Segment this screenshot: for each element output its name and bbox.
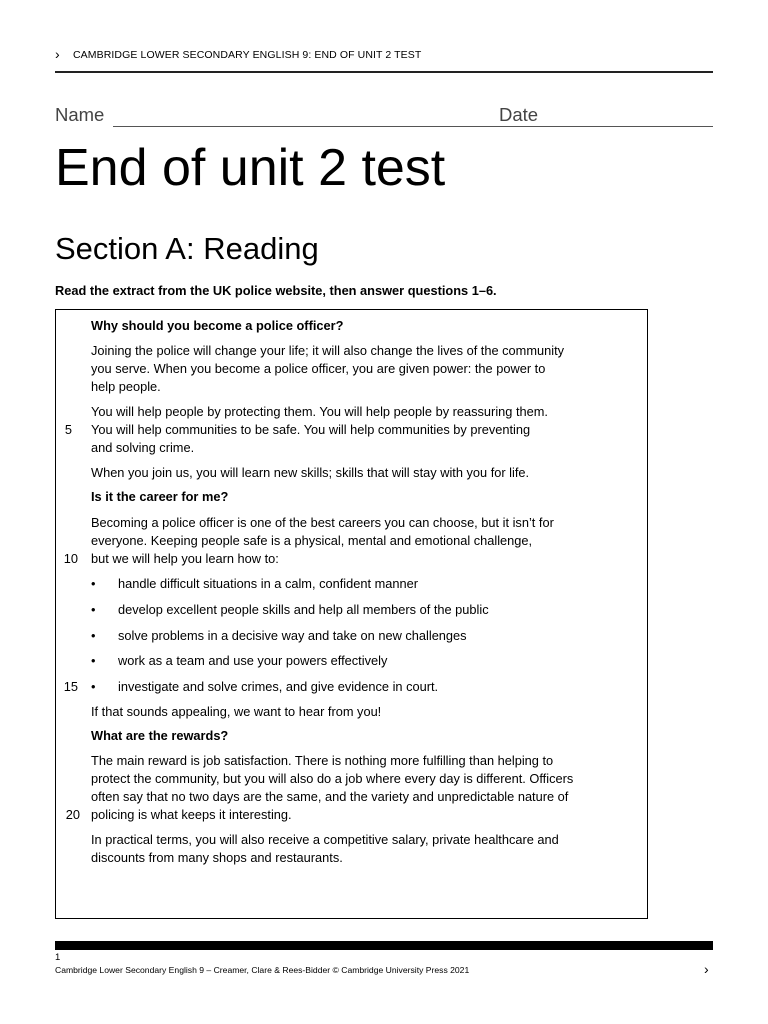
- bullet-icon: •: [91, 576, 96, 591]
- header-divider: [55, 71, 713, 73]
- name-field-line[interactable]: [113, 126, 549, 127]
- extract-line: help people.: [91, 379, 161, 394]
- extract-line: everyone. Keeping people safe is a physical, mental and emotional challenge,: [91, 533, 533, 548]
- extract-heading: Is it the career for me?: [91, 489, 229, 504]
- list-item-text: solve problems in a decisive way and take on new challenges: [118, 628, 467, 643]
- extract-line: Joining the police will change your life; it will also change the lives of the community: [91, 343, 565, 358]
- page-number: 1: [55, 952, 61, 963]
- extract-paragraph: When you join us, you will learn new skills; skills that will stay with you for life.: [91, 465, 530, 480]
- header-title: CAMBRIDGE LOWER SECONDARY ENGLISH 9: END OF UNIT 2 TEST: [73, 49, 422, 61]
- footer-credit: Cambridge Lower Secondary English 9 – Creamer, Clare & Rees-Bidder © Cambridge University Press 2021: [55, 965, 470, 975]
- page-title: End of unit 2 test: [55, 139, 446, 197]
- date-field-line[interactable]: [546, 126, 713, 127]
- extract-line: You will help communities to be safe. You will help communities by preventing: [91, 422, 531, 437]
- extract-line: In practical terms, you will also receive a competitive salary, private healthcare and: [91, 832, 559, 847]
- bullet-icon: •: [91, 679, 96, 694]
- extract-paragraph: If that sounds appealing, we want to hear from you!: [91, 704, 382, 719]
- extract-line: The main reward is job satisfaction. There is nothing more fulfilling than helping to: [91, 753, 554, 768]
- line-number: 10: [63, 551, 78, 566]
- extract-line: and solving crime.: [91, 440, 195, 455]
- extract-line: but we will help you learn how to:: [91, 551, 279, 566]
- name-label: Name: [55, 104, 105, 125]
- bullet-icon: •: [91, 628, 96, 643]
- chevron-right-icon[interactable]: ›: [704, 961, 709, 977]
- extract-paragraph: [91, 403, 651, 457]
- list-item-text: work as a team and use your powers effectively: [118, 653, 388, 668]
- bullet-icon: •: [91, 602, 96, 617]
- extract-line: You will help people by protecting them. You will help people by reassuring them.: [91, 404, 548, 419]
- extract-line: you serve. When you become a police officer, you are given power: the power to: [91, 361, 546, 376]
- footer-divider: [55, 941, 713, 950]
- extract-paragraph: [91, 752, 651, 824]
- name-date-row: [55, 104, 713, 130]
- date-label: Date: [499, 104, 539, 125]
- section-title: Section A: Reading: [55, 231, 319, 266]
- list-item-text: investigate and solve crimes, and give evidence in court.: [118, 679, 439, 694]
- extract-line: often say that no two days are the same, and the variety and unpredictable nature of: [91, 789, 569, 804]
- extract-line: Becoming a police officer is one of the best careers you can choose, but it isn’t for: [91, 515, 554, 530]
- extract-paragraph: [91, 514, 651, 568]
- chevron-right-icon: ›: [55, 46, 60, 62]
- extract-heading: Why should you become a police officer?: [91, 318, 344, 333]
- extract-heading: What are the rewards?: [91, 728, 229, 743]
- page-header: [55, 46, 713, 72]
- list-item-text: handle difficult situations in a calm, confident manner: [118, 576, 418, 591]
- extract-paragraph: [91, 831, 651, 867]
- extract-paragraph: [91, 342, 651, 396]
- extract-line: protect the community, but you will also do a job where every day is different. Officers: [91, 771, 574, 786]
- extract-line: policing is what keeps it interesting.: [91, 807, 292, 822]
- line-number: 15: [63, 679, 78, 694]
- bullet-icon: •: [91, 653, 96, 668]
- line-number: 20: [65, 807, 80, 822]
- instruction-text: Read the extract from the UK police website, then answer questions 1–6.: [55, 283, 497, 298]
- extract-line: discounts from many shops and restaurants.: [91, 850, 343, 865]
- list-item-text: develop excellent people skills and help all members of the public: [118, 602, 489, 617]
- line-number: 5: [64, 422, 72, 437]
